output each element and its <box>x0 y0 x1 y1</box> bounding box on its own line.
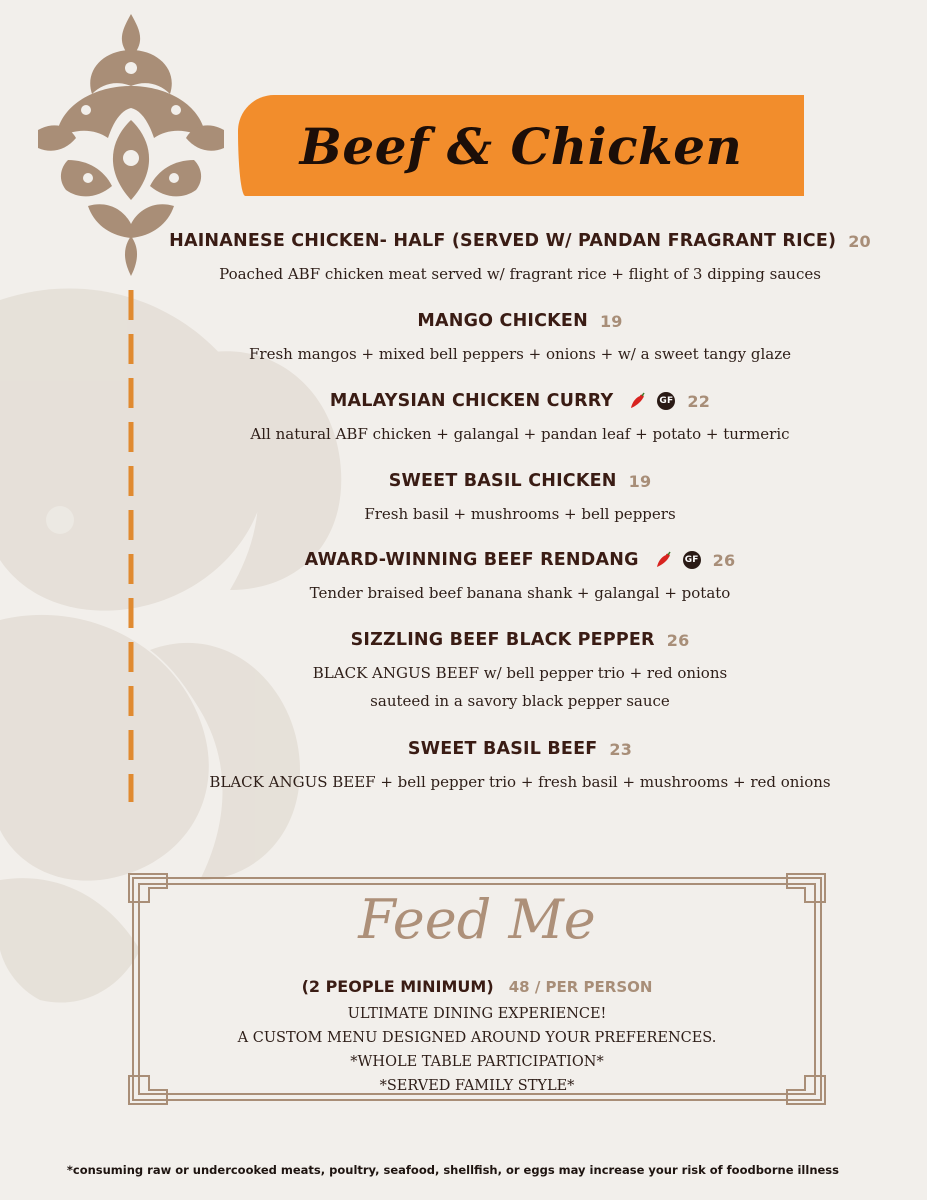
menu-item <box>140 550 900 607</box>
item-description <box>140 768 900 796</box>
feed-me-line: *SERVED FAMILY STYLE* <box>379 1078 575 1094</box>
item-price: 19 <box>599 311 623 331</box>
item-description-line: Fresh mangos + mixed bell peppers + onions + w/ a sweet tangy glaze <box>249 345 791 363</box>
food-safety-disclaimer: *consuming raw or undercooked meats, poultry, seafood, shellfish, or eggs may increase your risk of foodborne illness <box>66 1163 839 1177</box>
section-banner <box>238 95 804 196</box>
item-description <box>140 420 900 448</box>
item-name-row <box>169 231 871 251</box>
menu-item <box>140 231 900 288</box>
item-name-row <box>351 630 690 650</box>
item-description-line: Poached ABF chicken meat served w/ fragrant rice + flight of 3 dipping sauces <box>219 265 821 283</box>
item-description <box>140 340 900 368</box>
gluten-free-badge: GF <box>683 551 701 569</box>
feed-me-title: Feed Me <box>358 888 596 951</box>
item-name-row <box>305 550 736 570</box>
item-name-row <box>389 471 652 491</box>
feed-me-line: *WHOLE TABLE PARTICIPATION* <box>350 1054 604 1070</box>
menu-item <box>140 471 900 528</box>
feed-me-line: ULTIMATE DINING EXPERIENCE! <box>347 1006 607 1022</box>
menu-item <box>140 311 900 368</box>
item-description <box>140 659 900 715</box>
gluten-free-badge: GF <box>657 392 675 410</box>
item-price: 19 <box>628 471 652 491</box>
item-description-line: Tender braised beef banana shank + galangal + potato <box>309 584 731 602</box>
item-price: 20 <box>848 231 871 251</box>
item-name-row <box>330 391 710 411</box>
item-description <box>140 579 900 607</box>
item-description-line: All natural ABF chicken + galangal + pandan leaf + potato + turmeric <box>250 425 790 443</box>
feed-me-subtitle <box>127 977 827 996</box>
item-description-line: BLACK ANGUS BEEF + bell pepper trio + fresh basil + mushrooms + red onions <box>209 773 831 791</box>
item-name: SIZZLING BEEF BLACK PEPPER <box>350 630 655 650</box>
item-description-line: Fresh basil + mushrooms + bell peppers <box>364 505 676 523</box>
feed-me-minimum: (2 PEOPLE MINIMUM) <box>301 977 494 996</box>
item-name: HAINANESE CHICKEN- HALF (SERVED W/ PANDAN FRAGRANT RICE) <box>169 231 837 251</box>
item-name: AWARD-WINNING BEEF RENDANG <box>304 550 639 570</box>
item-name: MANGO CHICKEN <box>417 311 588 331</box>
section-title: Beef & Chicken <box>299 117 743 176</box>
item-price: 23 <box>609 739 633 759</box>
item-price: 26 <box>712 550 736 570</box>
item-name-row <box>408 739 632 759</box>
item-price: 22 <box>687 391 711 411</box>
item-name: SWEET BASIL BEEF <box>407 739 598 759</box>
feed-me-line: A CUSTOM MENU DESIGNED AROUND YOUR PREFERENCES. <box>237 1030 717 1046</box>
item-description <box>140 500 900 528</box>
item-name-row <box>417 311 622 331</box>
chili-pepper-icon <box>655 551 673 569</box>
menu-item <box>140 630 900 715</box>
dashed-divider <box>126 290 136 802</box>
menu-item <box>140 739 900 796</box>
item-price: 26 <box>666 630 690 650</box>
item-description-line: sauteed in a savory black pepper sauce <box>370 692 670 710</box>
item-name: SWEET BASIL CHICKEN <box>388 471 617 491</box>
feed-me-price: 48 / PER PERSON <box>508 978 653 996</box>
feed-me-details <box>127 1002 827 1098</box>
item-description <box>140 260 900 288</box>
item-name: MALAYSIAN CHICKEN CURRY <box>329 391 614 411</box>
chili-pepper-icon <box>629 392 647 410</box>
item-description-line: BLACK ANGUS BEEF w/ bell pepper trio + red onions <box>312 664 728 682</box>
menu-item <box>140 391 900 448</box>
